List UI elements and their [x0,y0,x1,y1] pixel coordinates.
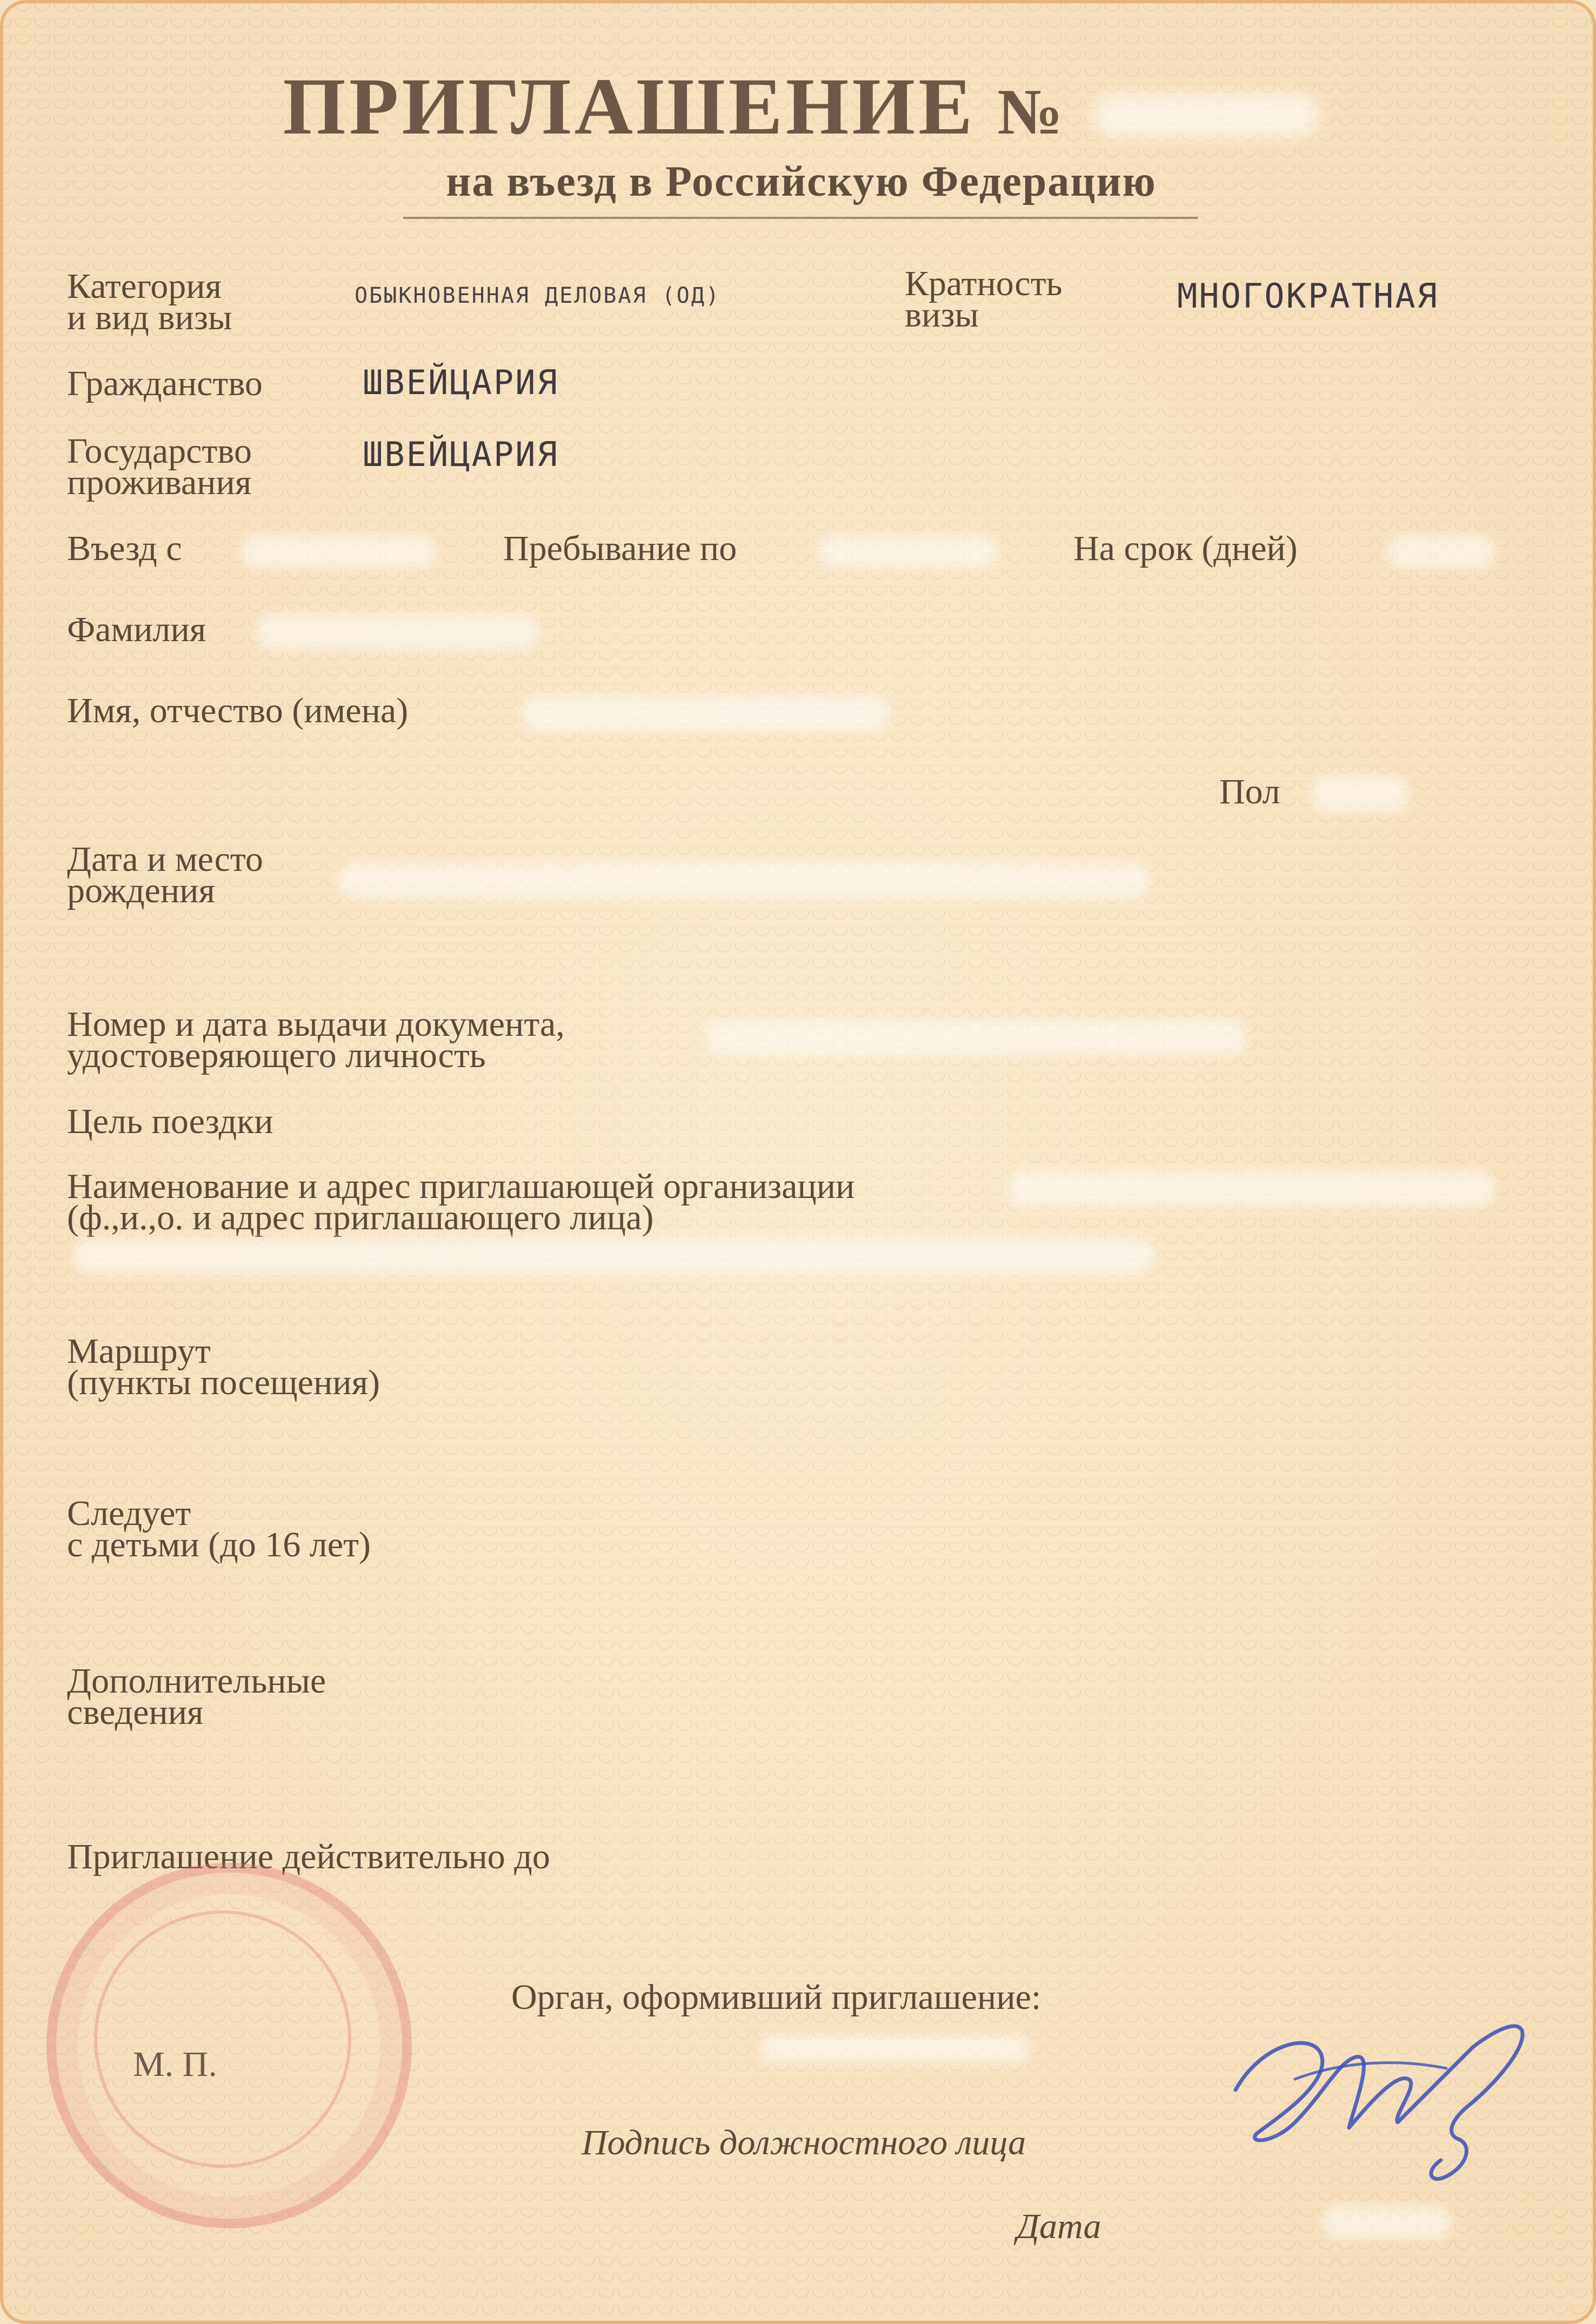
stamp-place-label: М. П. [133,2045,217,2084]
redacted-entry-date [241,536,436,568]
duration-label: На срок (дней) [1073,529,1298,568]
citizenship-value: ШВЕЙЦАРИЯ [363,363,559,402]
purpose-label: Цель поездки [67,1102,273,1141]
visa-category-label: Категория и вид визы [67,267,232,337]
redacted-stay-date [819,536,998,568]
redacted-inviting-address [74,1238,1154,1274]
redacted-sex [1311,776,1408,812]
multiplicity-value: МНОГОКРАТНАЯ [1177,276,1439,316]
surname-label: Фамилия [67,610,206,649]
redacted-date [1322,2206,1452,2239]
redacted-authority [760,2036,1030,2063]
route-label: Маршрут (пункты посещения) [67,1331,380,1402]
citizenship-label: Гражданство [67,364,263,403]
redacted-document [706,1020,1246,1055]
redacted-birth [338,863,1149,898]
document-title [3,60,1596,153]
redacted-duration [1387,536,1495,568]
number-sign: № [997,76,1066,148]
additional-label: Дополнительные сведения [67,1661,326,1732]
valid-until-label: Приглашение действительно до [67,1837,550,1876]
birth-label: Дата и место рождения [67,840,263,910]
subtitle-underline [403,217,1198,219]
redacted-given-names [522,695,890,731]
signature-label: Подпись должностного лица [582,2123,1026,2162]
date-label: Дата [1017,2207,1101,2246]
children-label: Следует с детьми (до 16 лет) [67,1494,371,1564]
redacted-number [1093,94,1320,137]
issuing-authority-label: Орган, оформивший приглашение: [511,1977,1041,2017]
residence-label: Государство проживания [67,431,252,502]
given-names-label: Имя, отчество (имена) [67,691,409,730]
document-label: Номер и дата выдачи документа, удостоверяющего личность [67,1004,565,1075]
official-signature [1214,1998,1549,2193]
stamp-inner-ring [94,1910,351,2168]
entry-from-label: Въезд с [67,529,182,568]
residence-value: ШВЕЙЦАРИЯ [363,435,559,474]
title-text: ПРИГЛАШЕНИЕ [283,62,976,151]
multiplicity-label: Кратность визы [905,264,1063,335]
sex-label: Пол [1219,772,1280,811]
stay-until-label: Пребывание по [503,529,737,568]
redacted-inviting-org [1009,1171,1495,1207]
visa-category-value: ОБЫКНОВЕННАЯ ДЕЛОВАЯ (ОД) [355,283,721,308]
inviting-org-label: Наименование и адрес приглашающей организации (ф.,и.,о. и адрес приглашающего лица) [67,1167,855,1237]
redacted-surname [257,614,538,650]
official-stamp [46,1863,412,2228]
document-subtitle: на въезд в Российскую Федерацию [446,158,1157,205]
